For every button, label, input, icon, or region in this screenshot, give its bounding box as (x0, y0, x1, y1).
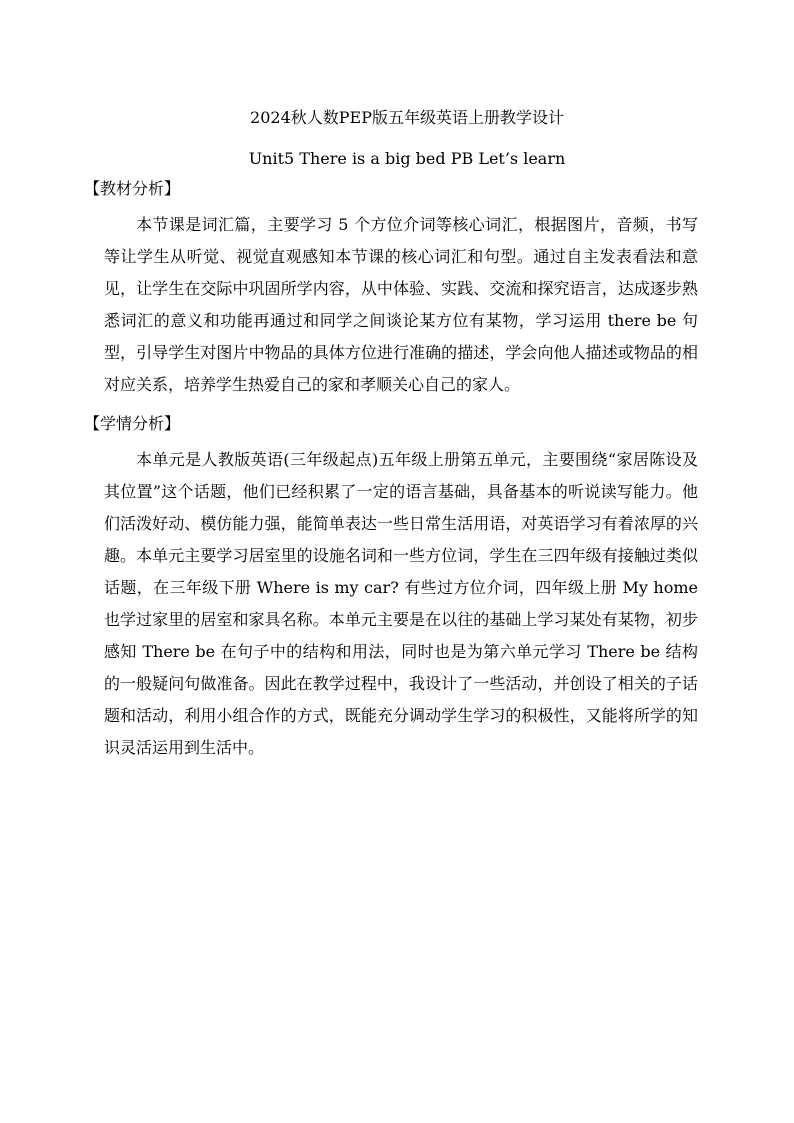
page-title: 2024秋人数PEP版五年级英语上册教学设计 (250, 108, 564, 127)
section-heading-textbook-analysis: 【教材分析】 (84, 179, 181, 198)
section-paragraph-learner-analysis (104, 444, 698, 764)
paragraph-text: 本节课是词汇篇，主要学习 5 个方位介词等核心词汇，根据图片，音频，书写等让学生从听觉、视觉直观感知本节课的核心词汇和句型。通过自主发表看法和意见，让学生在交际中巩固所学内容，从中体验、实践、交流和探究语言，达成逐步熟悉词汇的意义和功能再通过和同学之间谈论某方位有某物，学习运用 there be 句型，引导学生对图片中物品的具体方位进行准确的描述，学会向他人描述或物品的相对应关系，培养学生热爱自己的家和孝顺关心自己的家人。 (104, 215, 698, 394)
section-heading-learner-analysis: 【学情分析】 (84, 414, 181, 433)
page-subtitle: Unit5 There is a big bed PB Let’s learn (248, 149, 566, 168)
section-paragraph-textbook-analysis (104, 209, 698, 401)
paragraph-text: 本单元是人教版英语(三年级起点)五年级上册第五单元，主要围绕“家居陈设及其位置”这个话题，他们已经积累了一定的语言基础，具备基本的听说读写能力。他们活泼好动、模仿能力强，能简单表达一些日常生活用语，对英语学习有着浓厚的兴趣。本单元主要学习居室里的设施名词和一些方位词，学生在三四年级有接触过类似话题，在三年级下册 Where is my car? 有些过方位介词，四年级上册 My home 也学过家里的居室和家具名称。本单元主要是在以往的基础上学习某处有某物，初步感知 There be 在句子中的结构和用法，同时也是为第六单元学习 There be 结构的一般疑问句做准备。因此在教学过程中，我设计了一些活动，并创设了相关的子话题和活动，利用小组合作的方式，既能充分调动学生学习的积极性，又能将所学的知识灵活运用到生活中。 (104, 450, 698, 757)
